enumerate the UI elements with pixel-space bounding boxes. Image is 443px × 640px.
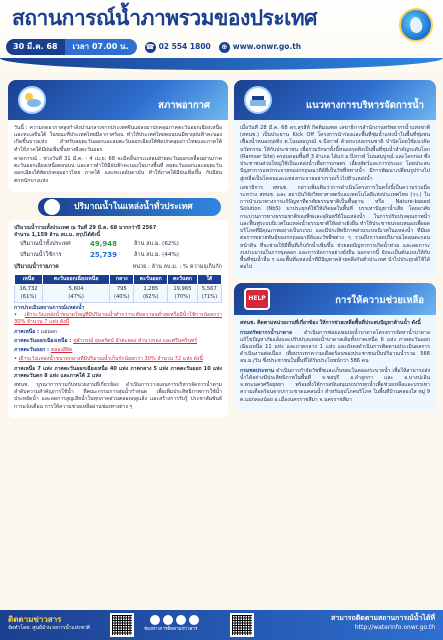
- website-contact[interactable]: [219, 42, 301, 53]
- cell-central: 795 (40%): [110, 285, 134, 303]
- page-header: [0, 0, 443, 72]
- storage-item-value: 49,948: [90, 240, 118, 249]
- storage-summary-line: ปริมาณน้ำรวมทั้งประเทศ ณ วันที่ 29 มี.ค. 68 มากกว่าปี 2567: [14, 224, 157, 231]
- info-bar: [6, 38, 391, 56]
- header-wave: [0, 58, 443, 70]
- col-north: เหนือ: [15, 274, 43, 284]
- help-heading: การให้ความช่วยเหลือ: [335, 294, 424, 306]
- dam-icon: [244, 86, 272, 114]
- storage-item-value: 25,739: [90, 251, 118, 260]
- management-section-header: [234, 80, 436, 120]
- management-heading: แนวทางการบริหารจัดการน้ำ: [306, 99, 424, 111]
- col-northeast: ตะวันออกเฉียงเหนือ: [43, 274, 110, 284]
- assessment-medium: • เฝ้าระวังแหล่งน้ำขนาดกลางที่มีปริมาณน้ำเก็บกักน้อยกว่า 30% จำนวน 72 แห่ง ดังนี้: [14, 356, 203, 363]
- cell-south: 5,567 (71%): [197, 285, 221, 303]
- qr-code-icon[interactable]: [230, 613, 254, 637]
- water-drop-icon: [44, 199, 60, 215]
- storage-item-unit: ล้าน ลบ.ม. (44%): [134, 252, 179, 259]
- water-dam-icon: [246, 88, 270, 112]
- facebook-icon[interactable]: [150, 615, 160, 625]
- footer-center-url[interactable]: http://waterinfo.onwr.go.th: [354, 624, 435, 631]
- storage-summary-amount: จำนวน 1,159 ล้าน ลบ.ม. สรุปได้ดังนี้: [14, 232, 101, 239]
- help-lead: สทนช. ติดตามหน่วยงานที่เกี่ยวข้อง ให้การช่วยเหลือพื้นที่ประสบปัญหาด้านน้ำ ดังนี้: [240, 320, 421, 327]
- footer-center-name: สามารถติดตามสถานการณ์น้ำได้ที่: [331, 614, 435, 622]
- onwr-logo-icon: [399, 8, 433, 42]
- cell-east: 1,285 (62%): [134, 285, 168, 303]
- cloud-sun-icon: [20, 88, 44, 112]
- social-label: ช่องทางการติดตามข่าวสาร: [144, 627, 198, 632]
- assessment-heading: การประเมินสถานการณ์แหล่งน้ำ: [14, 305, 85, 312]
- storage-item-label: ปริมาณน้ำทั้งประเทศ: [20, 241, 71, 248]
- management-panel: [234, 120, 436, 278]
- region-table-unit: หน่วย : ล้าน ลบ.ม. : % ความจุเก็บกัก: [132, 264, 222, 271]
- weather-forecast: คาดการณ์ : ช่วงวันที่ 31 มี.ค. - 4 เม.ย. 68 จะมีคลื่นกระแสลมฝ่ายตะวันออกเคลื่อนผ่านภาคตะวันออกเฉียงเหนือตอนบน และลาวทำให้มีฝนฟ้าคะนองในบางพื้นที่ ลมตะวันออกและลมตะวันออกเฉียงใต้พัดปกคลุมอ่าวไทย ภาคใต้ และทะเลอันดามัน ทำให้ภาคใต้มีฝนเพิ่มขึ้น กับมีฝนตกหนักบางแห่ง: [14, 155, 222, 184]
- phone-contact[interactable]: [145, 42, 211, 53]
- weather-section-header: [8, 80, 228, 120]
- col-central: กลาง: [110, 274, 134, 284]
- storage-item-usable: [20, 251, 222, 261]
- management-para-2: เลขาธิการ สทนช. กล่าวเพิ่มเติมว่าการดำเนินโครงการในครั้งนี้เป็นความร่วมมือระหว่าง สทนช. และ สถาบันวิจัยวิทยาศาสตร์และเทคโนโลยีแห่งประเทศไทย (วว.) ในการนำแนวทางการแก้ปัญหาที่อาศัยธรรมชาติเป็นพื้นฐาน หรือ Nature-based Solution (NbS) มาประยุกต์ใช้ให้เกิดผลในพื้นที่ บรรเทาปัญหาน้ำเสีย โดยอาศัยกระบวนการทางธรรมชาติของพืชและจุลินทรีย์ในแหล่งน้ำ ในการปรับปรุงคุณภาพน้ำและฟื้นฟูระบบนิเวศในแหล่งน้ำธรรมชาติให้อย่างยั่งยืน ทำให้ประชาชนรอบหนองเพื่ออดบริโภคที่มีคุณภาพอย่างเป็นระบบ และมีประสิทธิภาพส่วนระบบนิเวศในแหล่งน้ำ ที่มีผลต่อการขยายพันธุ์ของกกฤษณาดีย์และวัชพืชต่าง ๆ รวมถึงการลดปริมาณโคลนตะกอนหน้าดิน ที่จะช่วยให้มีพื้นที่เก็บกักน้ำเพิ่มขึ้น ช่วยลดปัญหาการเกิดน้ำท่วม และลดภาระงบประมาณในการขุดลอก และการจัดการอย่างยั่งยืน นอกจากนี้ ยังจะเป็นต้นแบบให้กับพื้นที่ชุ่มน้ำอื่น ๆ และพื้นที่แหล่งน้ำที่มีปัญหาคล้ายคลึงกันทั่วประเทศ นำไปประยุกต์ใช้ได้ต่อไป: [240, 184, 430, 271]
- storage-item-total: [20, 240, 222, 250]
- qr-code-icon[interactable]: [110, 613, 134, 637]
- assessment-large: • เฝ้าระวังแหล่งน้ำขนาดใหญ่ที่มีปริมาณน้ำต่ำกว่าระดับความจุต่ำสุดหรือมีน้ำใช้การน้อยกว่า 30% จำนวน 7 แห่ง ดังนี้: [14, 312, 222, 326]
- region-table: [14, 274, 222, 303]
- help-panel: [234, 315, 436, 410]
- cell-northeast: 5,604 (47%): [43, 285, 110, 303]
- assessment-medium-detail: ภาคเหนือ 7 แห่ง ภาคตะวันออกเฉียงเหนือ 40 แห่ง ภาคกลาง 5 แห่ง ภาคตะวันออก 10 แห่ง ภาคตะวันตก 8 แห่ง และภาคใต้ 2 แห่ง: [14, 365, 222, 379]
- storage-item-unit: ล้าน ลบ.ม. (62%): [134, 241, 179, 248]
- weather-cloud-icon: [18, 86, 46, 114]
- storage-heading-pill: [38, 198, 221, 216]
- phone-icon: ☎: [145, 42, 155, 51]
- line-icon[interactable]: [163, 615, 173, 625]
- left-column: [8, 80, 228, 418]
- globe-icon: ⊕: [219, 42, 230, 53]
- weather-panel: [8, 120, 228, 192]
- phone-number: 02 554 1800: [158, 41, 211, 51]
- page-title: สถานการณ์น้ำภาพรวมของประเทศ: [12, 6, 317, 30]
- help-badge-icon: HELP: [244, 288, 270, 310]
- help-dept-2: กรมชลประทาน ดำเนินการกำจัดวัชพืชและเก็บขยะในคลองระบายน้ำ เพื่อให้สามารถส่งน้ำได้อย่างมีประสิทธิภาพในพื้นที่ จ.ชลบุรี อ.ลำลูกกา และ อ.บางปะอิน จ.พระนครศรีอยุธยา พร้อมทั้งให้การสนับสนุนรถบรรทุกน้ำเพื่อช่วยเหลือและบรรเทาความเดือดร้อนจากภาวะขาดแคลนน้ำ สำหรับอุปโภคบริโภค ในพื้นที่บ้านคลองใส หมู่ 9 ต.แม่กลองน้อย อ.เมืองนครราชสีมา จ.นครราชสีมา: [240, 367, 430, 403]
- cell-west: 19,965 (70%): [168, 285, 198, 303]
- storage-panel: [8, 220, 228, 418]
- cell-north: 16,732 (61%): [15, 285, 43, 303]
- assessment-north: ภาคเหนือ : แม่มอก: [14, 328, 58, 335]
- footer-follow: ติดตามข่าวสาร: [8, 615, 62, 624]
- page-footer: [0, 610, 443, 640]
- col-west: ตะวันตก: [168, 274, 198, 284]
- right-column: [234, 80, 436, 411]
- storage-closing: สทนช. บูรณาการร่วมกับหน่วยงานที่เกี่ยวข้อง ดำเนินการวางแผนการบริหารจัดการน้ำตามลำดับความสำคัญการใช้น้ำ ที่คณะกรรมการลุ่มน้ำกำหนด เพื่อเพิ่มประสิทธิภาพการใช้น้ำประหยัดน้ำ และลดการสูญเสียน้ำในทุกภาคส่วนตลอดฤดูแล้ง และสร้างการรับรู้ ประชาสัมพันธ์การแจ้งเตือน การให้ความช่วยเหลือผ่านช่องทางต่าง ๆ: [14, 382, 222, 410]
- social-links: [150, 615, 199, 625]
- storage-item-label: ปริมาณน้ำใช้การ: [20, 252, 62, 259]
- assessment-northeast: ภาคตะวันออกเฉียงเหนือ : จุฬาภรณ์ อุบลรัตน์ ลำตะคอง ลำนางรอง และศรีนครินทร์: [14, 337, 198, 344]
- time-badge: เวลา 07.00 น.: [65, 39, 137, 55]
- col-south: ใต้: [197, 274, 221, 284]
- table-row: [15, 285, 222, 303]
- table-header-row: [15, 274, 222, 284]
- storage-heading: ปริมาณน้ำในแหล่งน้ำทั่วประเทศ: [74, 201, 193, 212]
- website-link[interactable]: www.onwr.go.th: [232, 41, 302, 51]
- management-para-1: เมื่อวันที่ 28 มี.ค. 68 ดร.สุรสีห์ กิตติมณฑล เลขาธิการสำนักงานทรัพยากรน้ำแห่งชาติ (สทนช.) เป็นประธาน Kick Off โครงการนำร่องและพื้นที่ชุ่มน้ำแห่งน้ำในพื้นที่ชุ่มชนเฟื่องน้ำหนองกุดทิง ต.โนนสมบูรณ์ จ.บึงกาฬ ด้วยระบบธรรมชาติ บำบัดโดยใช้แนวคิดนวัตกรรม ให้กับประชาชน เพื่อร่วมรักษาทั้งนี้หนองกุดทิงเป็นพื้นที่ชุ่มน้ำสำคัญระดับโลก (Ramsar Site) ครอบคลุมพื้นที่ 3 อำเภอ ได้แก่ อ.บึงกาฬ โนนสมบูรณ์ และโคกก่อง ซึ่งประชาชนส่วนใหญ่ใช้เป็นแหล่งน้ำเพื่อการเกษตร เลี้ยงสัตว์และการประมง โดยประสบปัญหาการแพร่กระจายของกกฤษณาดีย์ที่เป็นวัชพืชทางน้ำ มีการพัฒนาเปลี่ยนรูปร่างไปสู่เหลือเป็นโคลนและแหล่งกระจายอย่างรวดเร็วไปทั่วแหล่งน้ำ: [240, 125, 430, 182]
- region-table-caption: [14, 264, 222, 272]
- help-section-header: [234, 283, 436, 315]
- col-east: ตะวันออก: [134, 274, 168, 284]
- assessment-east: ภาคตะวันออก : คลองสียัด: [14, 347, 73, 354]
- region-table-title: ปริมาณน้ำรายภาค: [14, 264, 59, 271]
- footer-follow-sub: จัดทำโดย: ศูนย์อำนวยการน้ำแห่งชาติ: [8, 625, 91, 631]
- youtube-icon[interactable]: [176, 615, 186, 625]
- weather-today: วันนี้ : ความกดอากาศสูงกำลังปานกลางจากประเทศจีนแผ่ลงมาปกคลุมภาคตะวันออกเฉียงเหนือและทะเลจีนใต้ ในขณะที่ประเทศไทยมีอากาศร้อน ทำให้ประเทศไทยตอนบนมีพายุฝนฟ้าคะนองเกิดขึ้นบางแห่ง สำหรับลมตะวันออกและลมตะวันออกเฉียงใต้พัดปกคลุมอ่าวไทยและภาคใต้ ทำให้ภาคใต้มีฝนเพิ่มขึ้นทางฝั่งตะวันออก: [14, 125, 222, 153]
- date-badge: 30 มี.ค. 68: [6, 39, 65, 55]
- help-dept-1: กรมทรัพยากรน้ำบาดาล ดำเนินการซ่อมแซมบ่อน้ำบาดาลโครงการจัดหาน้ำบาดาลแก้ไขปัญหาภัยแล้งและปรับปรุงแหล่งน้ำบาดาลเดิมทั้งภาคเหนือ 6 แห่ง ภาคตะวันออกเฉียงเหนือ 11 แห่ง และภาคกลาง 1 แห่ง และยังคงดำเนินการติดตามประเมินผลการดำเนินงานต่อเนื่อง เพื่อบรรเทาความเดือดร้อนของประชาชนเป็นปริมาณน้ำรวม 566 ลบ.ม./วัน ซึ่งประชาชนในพื้นที่ได้รับประโยชน์กว่า 586 คน: [240, 329, 430, 365]
- weather-heading: สภาพอากาศ: [158, 99, 210, 111]
- tiktok-icon[interactable]: [189, 615, 199, 625]
